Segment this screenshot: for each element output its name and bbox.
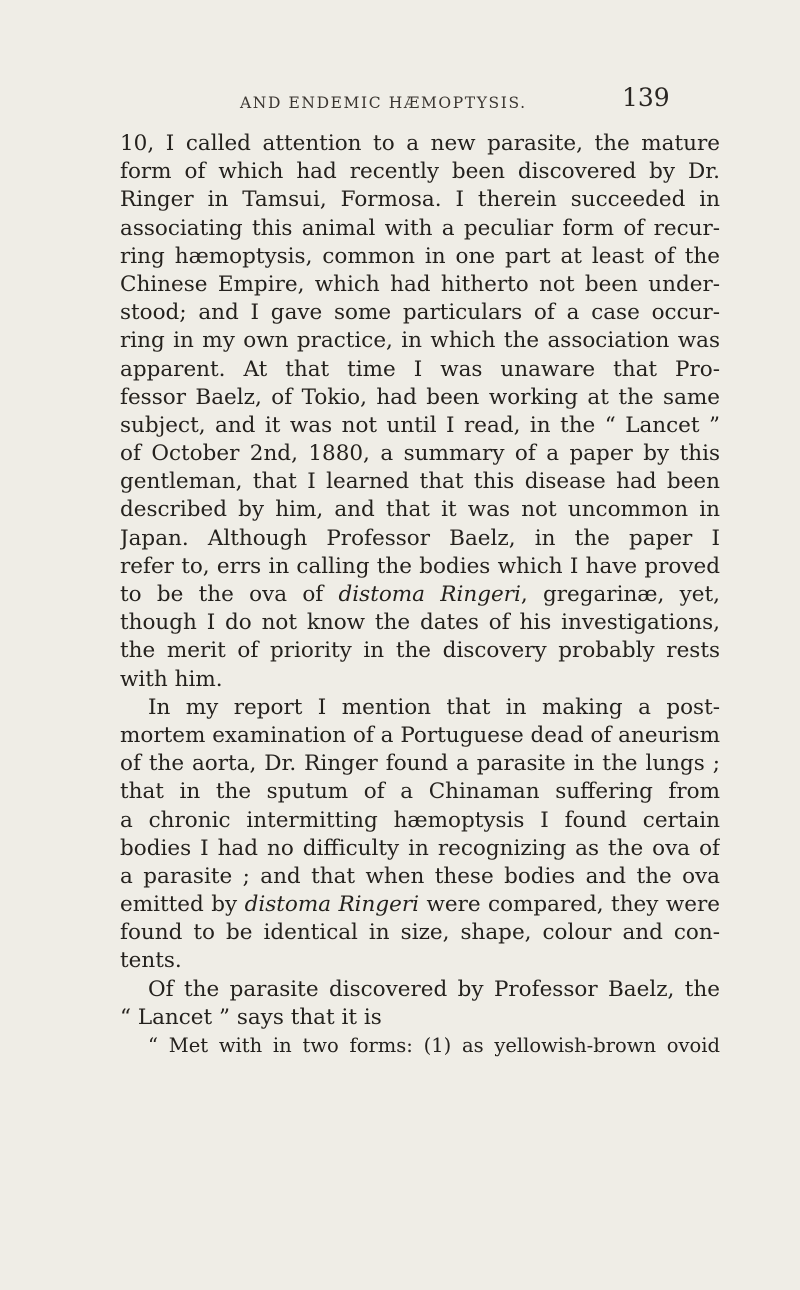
text-line: stood; and I gave some particulars of a case occur- (120, 300, 720, 326)
paragraph-end-line: with him. (120, 666, 223, 692)
text-line: “ Lancet ” says that it is (120, 1004, 382, 1030)
text-line: fessor Baelz, of Tokio, had been working at the same (120, 384, 720, 410)
text-line: form of which had recently been discovered by Dr. (120, 159, 720, 185)
text-line: bodies I had no difficulty in recognizing as the ova of (120, 835, 720, 861)
text-line: 10, I called attention to a new parasite, the mature (120, 131, 720, 156)
paragraph-start-line: Of the parasite discovered by Professor Baelz, the (148, 976, 720, 1002)
page-number: 139 (622, 83, 670, 112)
text-line: described by him, and that it was not uncommon in (120, 497, 720, 523)
text-line: gentleman, that I learned that this disease had been (120, 469, 720, 495)
text-line: that in the sputum of a Chinaman suffering from (120, 779, 720, 805)
body-text (120, 130, 720, 1060)
text-line: Japan. Although Professor Baelz, in the paper I (120, 525, 720, 551)
text-line: refer to, errs in calling the bodies which I have proved (120, 553, 720, 579)
text-line: Chinese Empire, which had hitherto not been under- (120, 271, 720, 297)
paragraph-start-line: In my report I mention that in making a post- (148, 694, 720, 720)
text-line: found to be identical in size, shape, colour and con- (120, 920, 720, 946)
text-line: subject, and it was not until I read, in the “ Lancet ” (120, 412, 720, 438)
text-line: apparent. At that time I was unaware that Pro- (120, 356, 720, 382)
text-segment: , gregarinæ, yet, (520, 582, 720, 607)
text-line: ring hæmoptysis, common in one part at least of the (120, 243, 720, 269)
text-segment: emitted by (120, 892, 245, 918)
quotation-line: “ Met with in two forms: (1) as yellowish-brown ovoid (148, 1034, 720, 1057)
paragraph-end-line: tents. (120, 948, 182, 974)
text-line: of the aorta, Dr. Ringer found a parasite in the lungs ; (120, 751, 720, 777)
running-head: AND ENDEMIC HÆMOPTYSIS. (240, 94, 527, 112)
species-name-italic: distoma Ringeri (338, 582, 521, 607)
text-line: of October 2nd, 1880, a summary of a paper by this (120, 441, 720, 467)
text-line: Ringer in Tamsui, Formosa. I therein succeeded in (120, 187, 720, 213)
text-line: associating this animal with a peculiar form of recur- (120, 215, 720, 241)
text-line: ring in my own practice, in which the association was (120, 328, 720, 354)
text-line: a chronic intermitting hæmoptysis I found certain (120, 807, 720, 833)
text-segment: to be the ova of (120, 582, 339, 607)
text-line: the merit of priority in the discovery probably rests (120, 638, 720, 664)
text-segment: were compared, they were (419, 892, 720, 918)
text-line: mortem examination of a Portuguese dead of aneurism (120, 722, 720, 748)
species-name-italic: distoma Ringeri (244, 892, 420, 918)
text-line: a parasite ; and that when these bodies and the ova (120, 863, 720, 889)
text-line-with-italic (120, 891, 720, 919)
text-line: though I do not know the dates of his investigations, (120, 610, 720, 636)
text-line-with-italic (120, 581, 720, 609)
